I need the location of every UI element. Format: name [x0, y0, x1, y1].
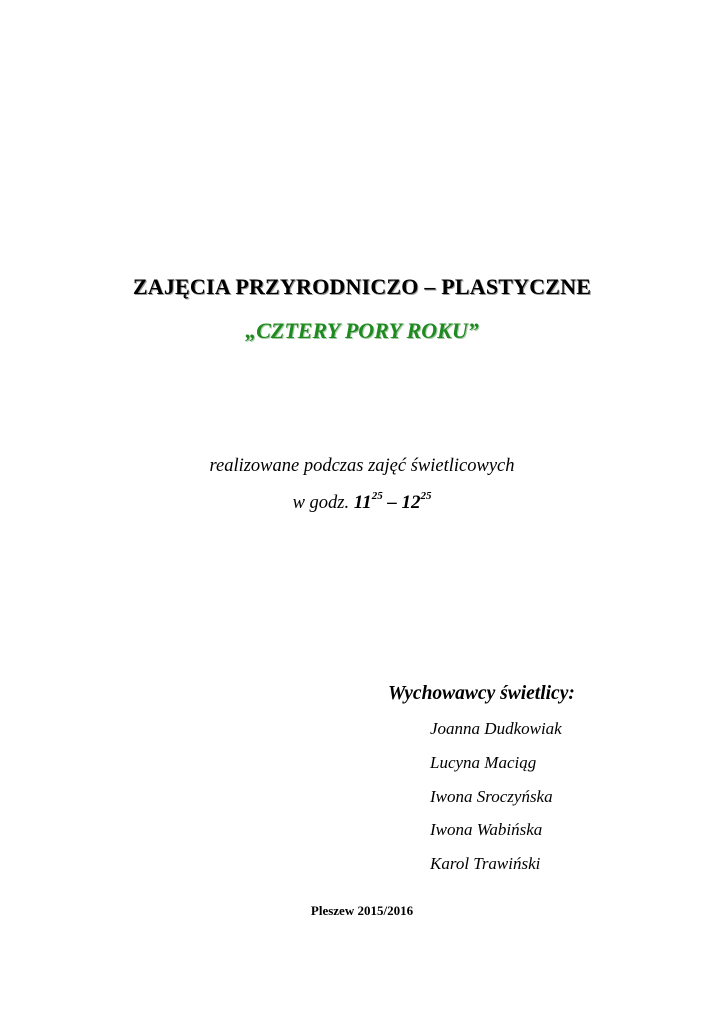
place-year: Pleszew 2015/2016: [310, 903, 414, 918]
start-minutes: 25: [371, 490, 383, 502]
start-hour: 11: [353, 492, 372, 514]
teacher-name: Iwona Sroczyńska: [430, 787, 553, 806]
teacher-name: Joanna Dudkowiak: [430, 719, 562, 738]
teacher-name: Lucyna Maciąg: [430, 753, 537, 772]
realized-text: realizowane podczas zajęć świetlicowych: [209, 456, 515, 476]
teacher-name: Karol Trawiński: [430, 854, 541, 873]
teachers-heading: Wychowawcy świetlicy:: [388, 683, 575, 704]
document-title: ZAJĘCIA PRZYRODNICZO – PLASTYCZNE: [132, 274, 592, 299]
end-minutes: 25: [420, 490, 432, 502]
hours-separator: –: [387, 492, 397, 514]
hours-line: [0, 492, 724, 514]
teacher-name: Iwona Wabińska: [430, 820, 543, 839]
document-subtitle: „CZTERY PORY ROKU”: [245, 318, 479, 343]
hours-prefix: w godz.: [292, 493, 350, 514]
end-hour: 12: [401, 492, 421, 514]
